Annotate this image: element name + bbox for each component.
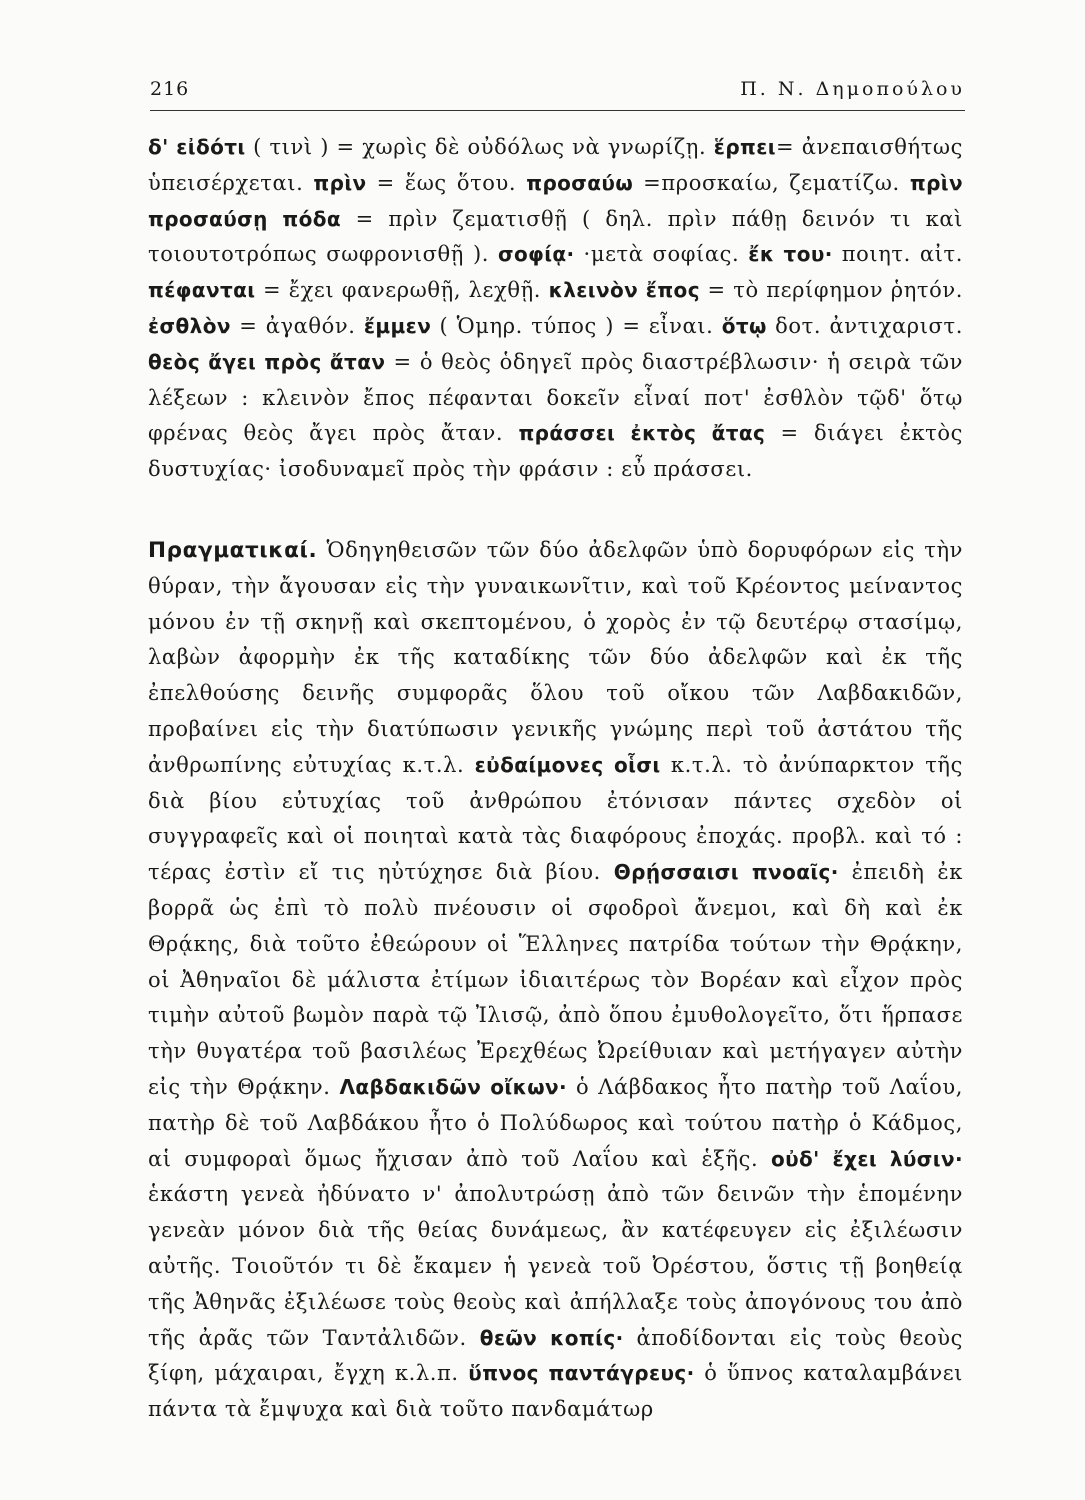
lemma: προσαύω <box>526 170 634 195</box>
gloss: κ.τ.λ. τὸ ἀνύπαρκτον τῆς διὰ βίου εὐτυχίας τοῦ ἀνθρώπου ἐτόνισαν πάντες σχεδὸν οἱ συγγραφεῖς καὶ οἱ ποιηταὶ κατὰ τὰς διαφόρους ἐποχάς. προβλ. καὶ τό : τέρας ἐστὶν εἴ τις ηὐτύχησε διὰ βίου. <box>148 752 963 885</box>
gloss: = ἀγαθόν. <box>230 313 364 338</box>
lemma: πράσσει ἐκτὸς ἄτας <box>518 421 766 446</box>
lemma: οὐδ' ἔχει λύσιν· <box>771 1146 963 1171</box>
lemma: σοφίᾳ· <box>498 242 575 267</box>
lemma: ἕρπει <box>713 135 776 159</box>
lemma: πέφανται <box>148 278 256 303</box>
gloss: ·μετὰ σοφίας. <box>574 242 749 267</box>
gloss: δοτ. ἀντιχαριστ. <box>766 313 963 338</box>
gloss: = ἔχει φανερωθῇ, λεχθῇ. <box>255 278 549 303</box>
gloss: ἐπειδὴ ἐκ βορρᾶ ὡς ἐπὶ τὸ πολὺ πνέουσιν οἱ σφοδροὶ ἄνεμοι, καὶ δὴ καὶ ἐκ Θρᾴκης, διὰ τοῦτο ἐθεώρουν οἱ Ἕλληνες πατρίδα τούτων τὴν Θρᾴκην, οἱ Ἀθηναῖοι δὲ μάλιστα ἐτίμων ἰδιαιτέρως τὸν Βορέαν καὶ εἶχον πρὸς τιμὴν αὐτοῦ βωμὸν παρὰ τῷ Ἰλισῷ, ἀπὸ ὅπου ἐμυθολογεῖτο, ὅτι ἥρπασε τὴν θυγατέρα τοῦ βασιλέως Ἐρεχθέως Ὠρείθυιαν καὶ μετήγαγεν αὐτὴν εἰς τὴν Θρᾴκην. <box>148 860 964 1099</box>
lemma: εὐδαίμονες οἷσι <box>474 752 661 777</box>
gloss: ( τινὶ ) = χωρὶς δὲ οὐδόλως νὰ γνωρίζῃ. <box>245 135 714 159</box>
lemma: ὕπνος παντάγρευς· <box>468 1361 695 1386</box>
lemma: θεὸς ἄγει πρὸς ἄταν <box>148 349 386 374</box>
lemma: κλεινὸν ἔπος <box>548 278 700 303</box>
gloss: = πρὶν ζεματισθῇ ( δηλ. πρὶν πάθῃ δεινόν τι καὶ τοιουτοτρόπως σωφρονισθῇ ). <box>148 206 963 267</box>
lemma: ἔκ του· <box>748 242 833 267</box>
gloss: = ἕως ὅτου. <box>366 170 527 195</box>
section-heading: Πραγματικαί. <box>148 538 318 563</box>
lemma: θεῶν κοπίς· <box>479 1325 624 1350</box>
real-notes-section <box>148 533 963 1428</box>
gloss: ( Ὁμηρ. τύπος ) = εἶναι. <box>431 313 722 338</box>
lemma: ἐσθλὸν <box>148 313 231 338</box>
gloss: ποιητ. αἰτ. <box>832 242 964 267</box>
gloss: =προσκαίω, ζεματίζω. <box>633 170 910 195</box>
gloss: ἑκάστη γενεὰ ἠδύνατο ν' ἀπολυτρώσῃ ἀπὸ τῶν δεινῶν τὴν ἑπομένην γενεὰν μόνον διὰ τῆς θείας δυνάμεως, ἂν κατέφευγεν εἰς ἐξιλέωσιν αὐτῆς. Τοιοῦτόν τι δὲ ἔκαμεν ἡ γενεὰ τοῦ Ὀρέστου, ὅστις τῇ βοηθείᾳ τῆς Ἀθηνᾶς ἐξιλέωσε τοὺς θεοὺς καὶ ἀπήλλαξε τοὺς ἀπογόνους του ἀπὸ τῆς ἀρᾶς τῶν Ταντἀλιδῶν. <box>148 1182 963 1350</box>
lemma: δ' εἰδότι <box>148 135 246 159</box>
paragraph-text: Ὁδηγηθεισῶν τῶν δύο ἀδελφῶν ὑπὸ δορυφόρων εἰς τὴν θύραν, τὴν ἄγουσαν εἰς τὴν γυναικωνῖτιν, καὶ τοῦ Κρέοντος μείναντος μόνου ἐν τῇ σκηνῇ καὶ σκεπτομένου, ὁ χορὸς ἐν τῷ δευτέρῳ στασίμῳ, λαβὼν ἀφορμὴν ἐκ τῆς καταδίκης τῶν δύο ἀδελφῶν καὶ ἐκ τῆς ἐπελθούσης δεινῆς συμφορᾶς ὅλου τοῦ οἴκου τῶν Λαβδακιδῶν, προβαίνει εἰς τὴν διατύπωσιν γενικῆς γνώμης περὶ τοῦ ἀστάτου τῆς ἀνθρωπίνης εὐτυχίας κ.τ.λ. <box>148 538 963 777</box>
running-head: Π. Ν. Δημοπούλου <box>740 78 965 100</box>
lemma: ὅτῳ <box>721 313 767 338</box>
gloss: ὁ ὕπνος καταλαμβάνει πάντα τὰ ἔμψυχα καὶ διὰ τοῦτο πανδαμάτωρ <box>148 1361 964 1422</box>
gloss: = ὁ θεὸς ὁδηγεῖ πρὸς διαστρέβλωσιν· ἡ σειρὰ τῶν λέξεων : κλεινὸν ἔπος πέφανται δοκεῖν εἶναί ποτ' ἐσθλὸν τῷδ' ὅτῳ φρένας θεὸς ἄγει πρὸς ἄταν. <box>148 349 963 446</box>
page-number: 216 <box>150 78 190 100</box>
glossary-notes <box>148 130 963 488</box>
lemma: πρὶν προσαύσῃ πόδα <box>148 170 963 231</box>
lemma: Λαβδακιδῶν οἴκων· <box>339 1074 568 1099</box>
gloss: = τὸ περίφημον ῥητόν. <box>699 278 963 303</box>
gloss: ἀποδίδονται εἰς τοὺς θεοὺς ξίφη, μάχαιραι, ἔγχη κ.λ.π. <box>148 1325 963 1386</box>
lemma: Θρῄσσαισι πνοαῖς· <box>613 860 839 885</box>
gloss: = διάγει ἐκτὸς δυστυχίας· ἰσοδυναμεῖ πρὸς τὴν φράσιν : εὖ πράσσει. <box>148 421 963 482</box>
lemma: ἔμμεν <box>363 313 432 338</box>
gloss: ὁ Λάβδακος ἦτο πατὴρ τοῦ Λαΐου, πατὴρ δὲ τοῦ Λαβδάκου ἦτο ὁ Πολύδωρος καὶ τούτου πατὴρ ὁ Κάδμος, αἱ συμφοραὶ ὅμως ἤχισαν ἀπὸ τοῦ Λαΐου καὶ ἑξῆς. <box>148 1074 964 1171</box>
gloss: = ἀνεπαισθήτως ὑπεισέρχεται. <box>148 135 963 195</box>
page-header <box>150 70 965 111</box>
lemma: πρὶν <box>313 170 367 195</box>
